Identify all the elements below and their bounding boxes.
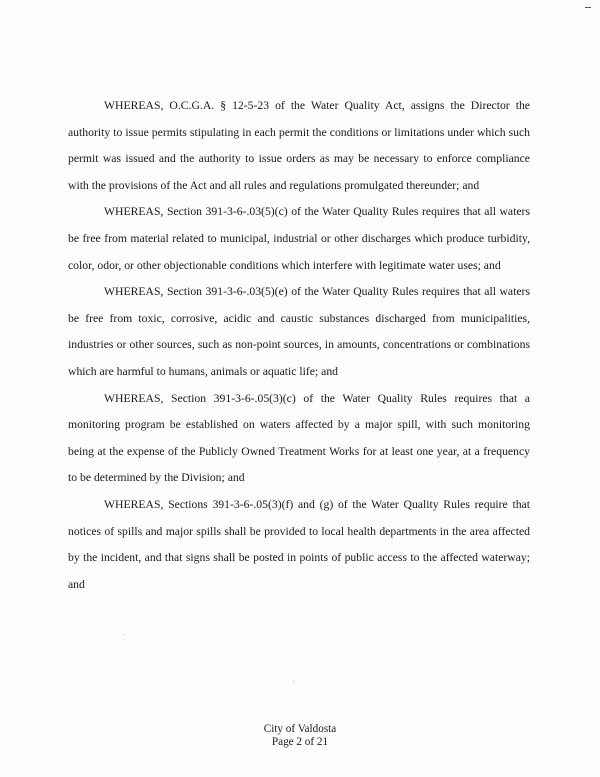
paragraph-section-05-3-c: WHEREAS, Section 391-3-6-.05(3)(c) of the Water Quality Rules requires that a monitoring program be established on waters affected by a major spill, with such monitoring being at the expense of the Publicly Owned Treatment Works for at least one year, at a frequency to be determined by the Division; and <box>68 391 530 485</box>
document-body <box>68 93 530 598</box>
scan-speck <box>123 634 124 635</box>
paragraph-section-05-3-f-g: WHEREAS, Sections 391-3-6-.05(3)(f) and (g) of the Water Quality Rules require that notices of spills and major spills shall be provided to local health departments in the area affected by the incident, and that signs shall be posted in points of public access to the affected waterway; and <box>68 497 530 591</box>
paragraph-section-03-5-e: WHEREAS, Section 391-3-6-.03(5)(e) of the Water Quality Rules requires that all waters be free from toxic, corrosive, acidic and caustic substances discharged from municipalities, industries or other sources, such as non-point sources, in amounts, concentrations or combinations which are harmful to humans, animals or aquatic life; and <box>68 285 530 378</box>
page-footer <box>0 723 600 749</box>
scan-mark <box>585 7 591 8</box>
scan-speck <box>293 681 294 682</box>
paragraph-section-03-5-c: WHEREAS, Section 391-3-6-.03(5)(c) of the Water Quality Rules requires that all waters be free from material related to municipal, industrial or other discharges which produce turbidity, color, odor, or other objectionable conditions which interfere with legitimate water uses; and <box>68 205 530 272</box>
footer-page-number: Page 2 of 21 <box>271 736 329 748</box>
paragraph-water-quality-act: WHEREAS, O.C.G.A. § 12-5-23 of the Water Quality Act, assigns the Director the authority to issue permits stipulating in each permit the conditions or limitations under which such permit was issued and the authority to issue orders as may be necessary to enforce compliance with the provisions of the Act and all rules and regulations promulgated thereunder; and <box>68 99 530 192</box>
footer-entity: City of Valdosta <box>263 723 337 735</box>
